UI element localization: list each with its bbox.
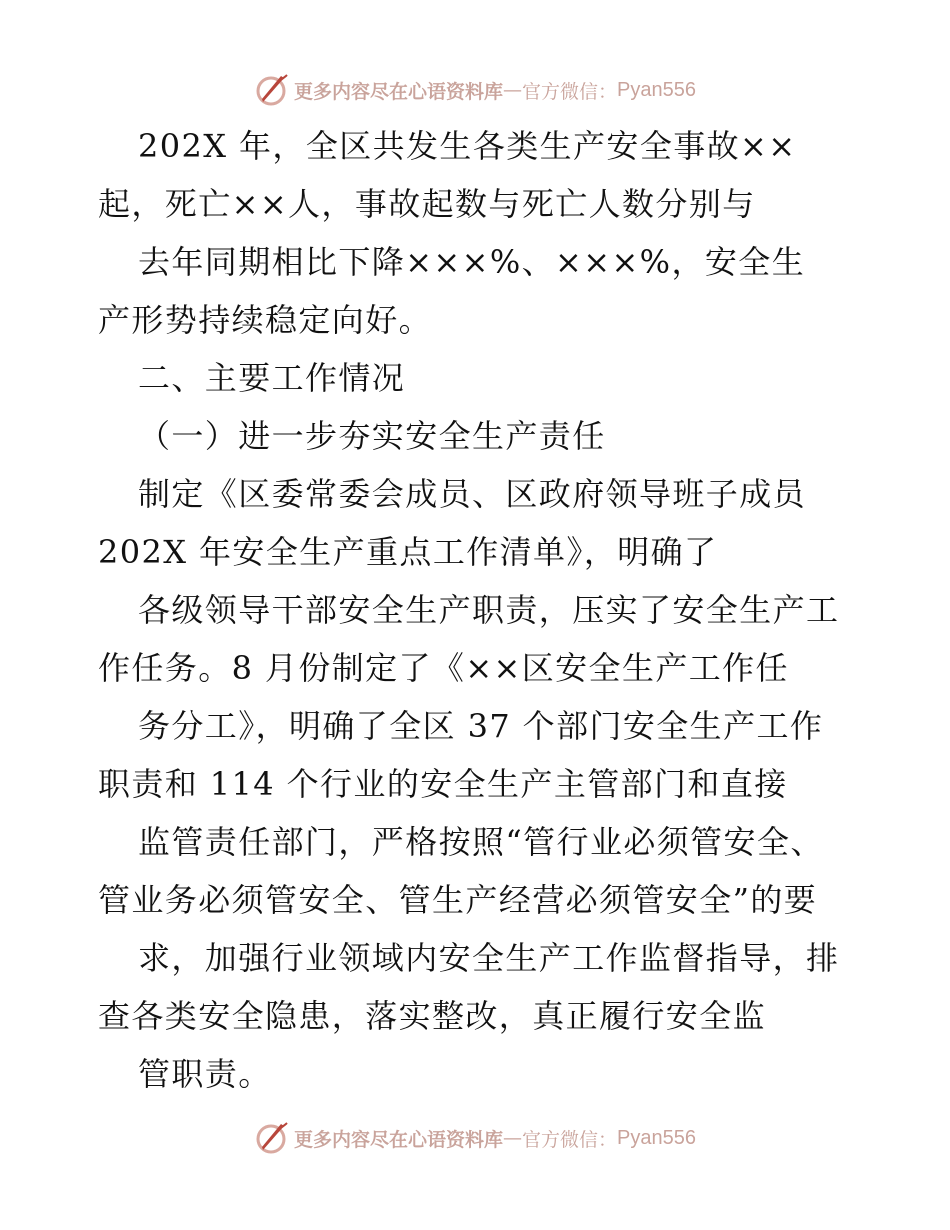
watermark-text: 更多内容尽在心语资料库 <box>294 80 504 103</box>
text-line-7: 制定《区委常委会成员、区政府领导班子成员 <box>138 475 807 513</box>
text-line-8: 202X 年安全生产重点工作清单》，明确了 <box>98 533 718 571</box>
text-line-17: 管职责。 <box>138 1055 272 1093</box>
watermark-wechat-label: 官方微信： <box>522 1128 618 1151</box>
text-line-11: 务分工》，明确了全区 37 个部门安全生产工作 <box>138 707 824 745</box>
watermark-wechat-id: Pyan556 <box>617 78 696 101</box>
text-line-3: 去年同期相比下降×××%、×××%，安全生 <box>138 243 806 281</box>
header-watermark <box>0 70 950 110</box>
text-line-4: 产形势持续稳定向好。 <box>98 301 433 339</box>
watermark-text: 更多内容尽在心语资料库 <box>294 1128 504 1151</box>
text-line-10: 作任务。8 月份制定了《××区安全生产工作任 <box>98 649 789 687</box>
section-heading: 二、主要工作情况 <box>138 359 406 397</box>
text-line-14: 管业务必须管安全、管生产经营必须管安全”的要 <box>98 881 818 919</box>
text-line-13: 监管责任部门，严格按照“管行业必须管安全、 <box>138 823 824 861</box>
text-line-1: 202X 年，全区共发生各类生产安全事故×× <box>138 127 797 165</box>
text-line-2: 起，死亡××人，事故起数与死亡人数分别与 <box>98 185 756 223</box>
watermark-wechat-id: Pyan556 <box>617 1126 696 1149</box>
text-line-15: 求，加强行业领域内安全生产工作监督指导，排 <box>138 939 840 977</box>
subsection-heading: （一）进一步夯实安全生产责任 <box>138 417 606 455</box>
text-line-9: 各级领导干部安全生产职责，压实了安全生产工 <box>138 591 840 629</box>
quill-logo-icon <box>254 72 290 108</box>
watermark-separator: — <box>503 79 523 101</box>
watermark-separator: — <box>503 1127 523 1149</box>
quill-logo-icon <box>254 1120 290 1156</box>
watermark-wechat-label: 官方微信： <box>522 80 618 103</box>
footer-watermark <box>0 1118 950 1158</box>
text-line-12: 职责和 114 个行业的安全生产主管部门和直接 <box>98 765 788 803</box>
text-line-16: 查各类安全隐患，落实整改，真正履行安全监 <box>98 997 767 1035</box>
